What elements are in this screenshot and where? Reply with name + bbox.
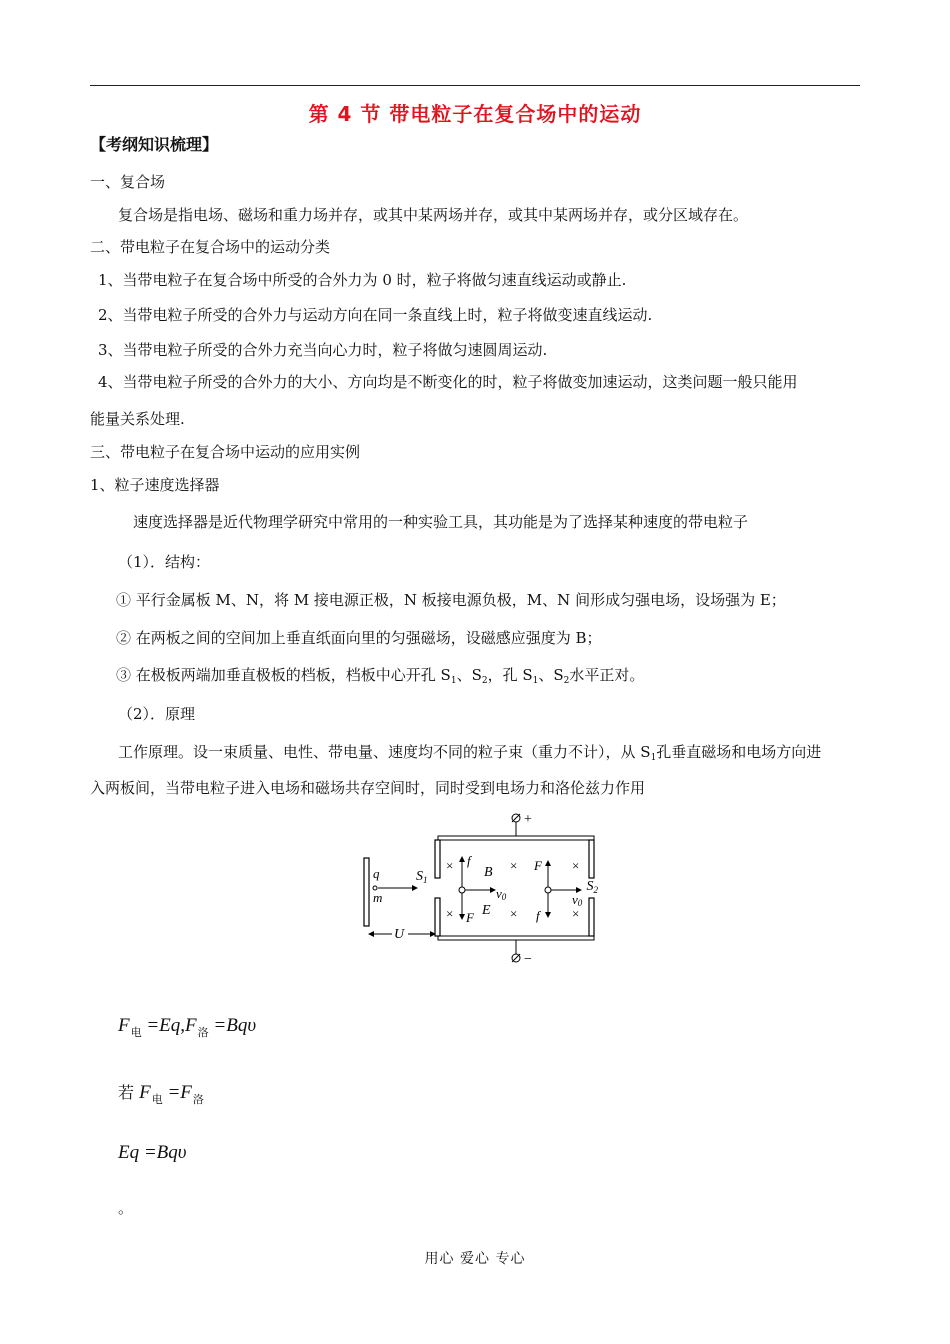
sec2-item-3: 3、当带电粒子所受的合外力充当向心力时，粒子将做匀速圆周运动. [98, 341, 548, 359]
sec3-sub1: 1、粒子速度选择器 [90, 476, 220, 494]
trailing-dot: 。 [118, 1199, 134, 1217]
s2-label: $S_2$ [586, 879, 598, 895]
section-heading: 【考纲知识梳理】 [90, 135, 219, 154]
sec2-item-2: 2、当带电粒子所受的合外力与运动方向在同一条直线上时，粒子将做变速直线运动. [98, 306, 653, 324]
force-F-1: F [466, 910, 474, 925]
cross-1: × [446, 858, 454, 873]
structure-label: （1）．结构： [118, 553, 211, 571]
principle-line-2: 入两板间，当带电粒子进入电场和磁场共存空间时，同时受到电场力和洛伦兹力作用 [90, 779, 646, 797]
formula-forces: $F_电 =Eq,F_洛 =Bq\upsilon$ [118, 1015, 257, 1039]
sec2-heading: 二、带电粒子在复合场中的运动分类 [90, 238, 331, 256]
page-title: 第 4 节 带电粒子在复合场中的运动 [308, 102, 642, 126]
cross-4: × [446, 906, 454, 921]
cross-2: × [510, 858, 518, 873]
structure-item-1: ① 平行金属板 M、N，将 M 接电源正极，N 板接电源负极，M、N 间形成匀强电场，设场强为 E； [116, 591, 786, 609]
cross-5: × [510, 906, 518, 921]
sec1-body: 复合场是指电场、磁场和重力场并存，或其中某两场并存，或其中某两场并存，或分区域存在。 [118, 206, 749, 224]
principle-line-1: 工作原理。设一束质量、电性、带电量、速度均不同的粒子束（重力不计），从 $S_1$孔垂直磁场和电场方向进 [118, 743, 822, 763]
sec1-heading: 一、复合场 [90, 173, 166, 191]
force-f-2: f [536, 908, 540, 923]
positive-terminal: + [524, 812, 532, 827]
field-B-label: B [484, 865, 493, 880]
sec3-intro: 速度选择器是近代物理学研究中常用的一种实验工具，其功能是为了选择某种速度的带电粒子 [133, 513, 749, 531]
negative-terminal: − [524, 952, 532, 967]
cross-3: × [572, 858, 580, 873]
formula-equality: Eq =Bqυ [118, 1142, 187, 1163]
principle-label: （2）．原理 [118, 705, 196, 723]
sec2-item-1: 1、当带电粒子在复合场中所受的合外力为 0 时，粒子将做匀速直线运动或静止. [98, 271, 627, 289]
cross-6: × [572, 906, 580, 921]
sec2-item-4-cont: 能量关系处理. [90, 410, 185, 428]
mass-label: m [373, 890, 383, 905]
force-F-2: F [534, 858, 542, 873]
velocity-2: v0 [572, 892, 583, 908]
structure-item-2: ② 在两板之间的空间加上垂直纸面向里的匀强磁场，设磁感应强度为 B； [116, 629, 602, 647]
field-E-label: E [482, 903, 491, 918]
formula-balance: 若 $F_电 =F_洛$ [118, 1082, 204, 1106]
sec2-item-4: 4、当带电粒子所受的合外力的大小、方向均是不断变化的时，粒子将做变加速运动，这类问题一般只能用 [98, 373, 798, 391]
force-f-1: f [467, 853, 471, 868]
voltage-label: U [394, 927, 405, 942]
charge-label: q [373, 866, 380, 881]
structure-item-3: ③ 在极板两端加垂直极板的档板，档板中心开孔 $S_1$、$S_2$，孔 $S_1$、$S_2$水平正对。 [116, 666, 645, 686]
page-footer: 用心 爱心 专心 [424, 1251, 526, 1267]
velocity-selector-diagram [360, 810, 600, 970]
s1-label: $S_1$ [416, 869, 428, 885]
velocity-1: v0 [496, 886, 507, 902]
header-rule [90, 85, 860, 86]
sec3-heading: 三、带电粒子在复合场中运动的应用实例 [90, 443, 361, 461]
